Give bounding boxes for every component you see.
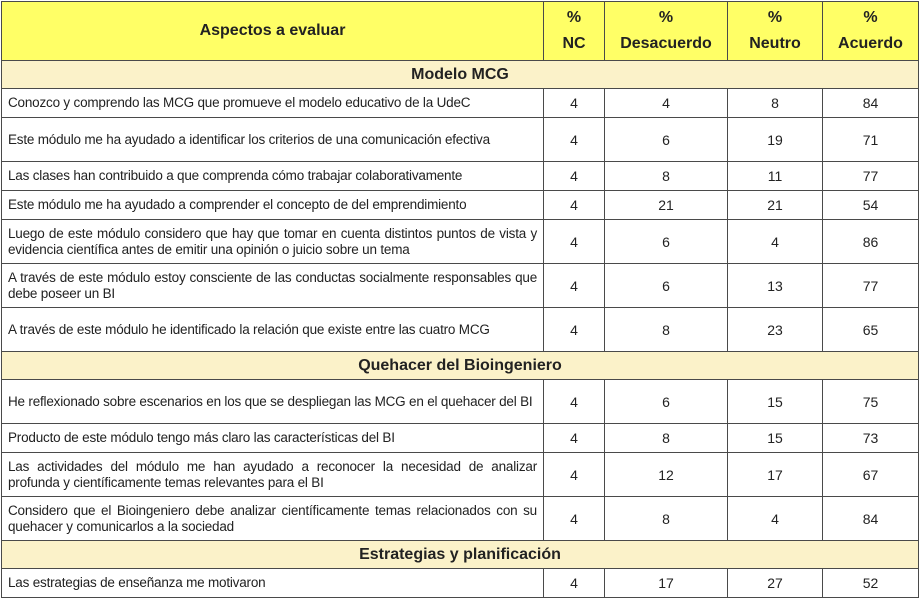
aspect-text: Luego de este módulo considero que hay que tomar en cuenta distintos puntos de vista y evidencia científica antes de emitir una opinión o juicio sobre un tema bbox=[2, 220, 544, 264]
nc-value: 4 bbox=[544, 424, 605, 453]
acuerdo-value: 77 bbox=[823, 162, 919, 191]
neutro-value: 15 bbox=[728, 424, 823, 453]
aspect-text: A través de este módulo estoy consciente de las conductas socialmente responsables que debe poseer un BI bbox=[2, 264, 544, 308]
table-row bbox=[2, 380, 919, 424]
nc-value: 4 bbox=[544, 569, 605, 598]
desacuerdo-value: 8 bbox=[605, 308, 728, 352]
neutro-header-label: Neutro bbox=[749, 35, 801, 52]
neutro-value: 4 bbox=[728, 220, 823, 264]
table-row bbox=[2, 191, 919, 220]
table-row bbox=[2, 220, 919, 264]
acuerdo-value: 84 bbox=[823, 89, 919, 118]
desacuerdo-value: 6 bbox=[605, 118, 728, 162]
acuerdo-value: 52 bbox=[823, 569, 919, 598]
desacuerdo-value: 6 bbox=[605, 220, 728, 264]
nc-value: 4 bbox=[544, 308, 605, 352]
table-row bbox=[2, 89, 919, 118]
header-row bbox=[2, 2, 919, 61]
neutro-value: 17 bbox=[728, 453, 823, 497]
aspect-text: Considero que el Bioingeniero debe analizar científicamente temas relacionados con su quehacer y comunicarlos a la sociedad bbox=[2, 497, 544, 541]
nc-value: 4 bbox=[544, 497, 605, 541]
nc-value: 4 bbox=[544, 380, 605, 424]
desacuerdo-header bbox=[605, 2, 728, 61]
section-header-row bbox=[2, 61, 919, 89]
desacuerdo-value: 8 bbox=[605, 162, 728, 191]
section-title: Modelo MCG bbox=[2, 61, 919, 89]
aspect-text: A través de este módulo he identificado la relación que existe entre las cuatro MCG bbox=[2, 308, 544, 352]
section-header-row bbox=[2, 352, 919, 380]
desacuerdo-value: 4 bbox=[605, 89, 728, 118]
desacuerdo-value: 8 bbox=[605, 497, 728, 541]
acuerdo-value: 86 bbox=[823, 220, 919, 264]
aspect-text: Las estrategias de enseñanza me motivaron bbox=[2, 569, 544, 598]
table-row bbox=[2, 569, 919, 598]
desacuerdo-value: 8 bbox=[605, 424, 728, 453]
desacuerdo-value: 6 bbox=[605, 380, 728, 424]
desacuerdo-value: 21 bbox=[605, 191, 728, 220]
neutro-header-pct: % bbox=[767, 9, 783, 26]
aspect-text: Este módulo me ha ayudado a identificar los criterios de una comunicación efectiva bbox=[2, 118, 544, 162]
table-row bbox=[2, 424, 919, 453]
section-title: Estrategias y planificación bbox=[2, 541, 919, 569]
acuerdo-value: 84 bbox=[823, 497, 919, 541]
nc-value: 4 bbox=[544, 264, 605, 308]
table-row bbox=[2, 162, 919, 191]
nc-header bbox=[544, 2, 605, 61]
desacuerdo-header-pct: % bbox=[658, 9, 674, 26]
table-row bbox=[2, 308, 919, 352]
acuerdo-value: 75 bbox=[823, 380, 919, 424]
aspect-text: Este módulo me ha ayudado a comprender el concepto de del emprendimiento bbox=[2, 191, 544, 220]
aspect-text: Producto de este módulo tengo más claro las características del BI bbox=[2, 424, 544, 453]
nc-header-label: NC bbox=[562, 35, 586, 52]
neutro-value: 11 bbox=[728, 162, 823, 191]
acuerdo-value: 73 bbox=[823, 424, 919, 453]
acuerdo-value: 77 bbox=[823, 264, 919, 308]
aspect-text: Las clases han contribuido a que comprenda cómo trabajar colaborativamente bbox=[2, 162, 544, 191]
survey-results-table bbox=[1, 1, 919, 598]
table-row bbox=[2, 453, 919, 497]
nc-header-pct: % bbox=[566, 9, 582, 26]
neutro-value: 8 bbox=[728, 89, 823, 118]
acuerdo-value: 65 bbox=[823, 308, 919, 352]
nc-value: 4 bbox=[544, 89, 605, 118]
desacuerdo-value: 6 bbox=[605, 264, 728, 308]
acuerdo-value: 71 bbox=[823, 118, 919, 162]
neutro-value: 23 bbox=[728, 308, 823, 352]
neutro-value: 19 bbox=[728, 118, 823, 162]
acuerdo-header-label: Acuerdo bbox=[838, 35, 903, 52]
acuerdo-value: 54 bbox=[823, 191, 919, 220]
acuerdo-value: 67 bbox=[823, 453, 919, 497]
desacuerdo-value: 17 bbox=[605, 569, 728, 598]
nc-value: 4 bbox=[544, 453, 605, 497]
nc-value: 4 bbox=[544, 220, 605, 264]
neutro-value: 21 bbox=[728, 191, 823, 220]
nc-value: 4 bbox=[544, 162, 605, 191]
acuerdo-header bbox=[823, 2, 919, 61]
neutro-header bbox=[728, 2, 823, 61]
neutro-value: 27 bbox=[728, 569, 823, 598]
nc-value: 4 bbox=[544, 191, 605, 220]
neutro-value: 13 bbox=[728, 264, 823, 308]
table-row bbox=[2, 264, 919, 308]
acuerdo-header-pct: % bbox=[863, 9, 878, 26]
aspect-text: Conozco y comprendo las MCG que promueve el modelo educativo de la UdeC bbox=[2, 89, 544, 118]
nc-value: 4 bbox=[544, 118, 605, 162]
desacuerdo-header-label: Desacuerdo bbox=[620, 35, 712, 52]
table-row bbox=[2, 497, 919, 541]
neutro-value: 4 bbox=[728, 497, 823, 541]
neutro-value: 15 bbox=[728, 380, 823, 424]
aspect-text: Las actividades del módulo me han ayudado a reconocer la necesidad de analizar profunda y científicamente temas relevantes para el BI bbox=[2, 453, 544, 497]
table-row bbox=[2, 118, 919, 162]
aspect-text: He reflexionado sobre escenarios en los que se despliegan las MCG en el quehacer del BI bbox=[2, 380, 544, 424]
section-title: Quehacer del Bioingeniero bbox=[2, 352, 919, 380]
section-header-row bbox=[2, 541, 919, 569]
desacuerdo-value: 12 bbox=[605, 453, 728, 497]
aspect-header: Aspectos a evaluar bbox=[2, 2, 544, 61]
